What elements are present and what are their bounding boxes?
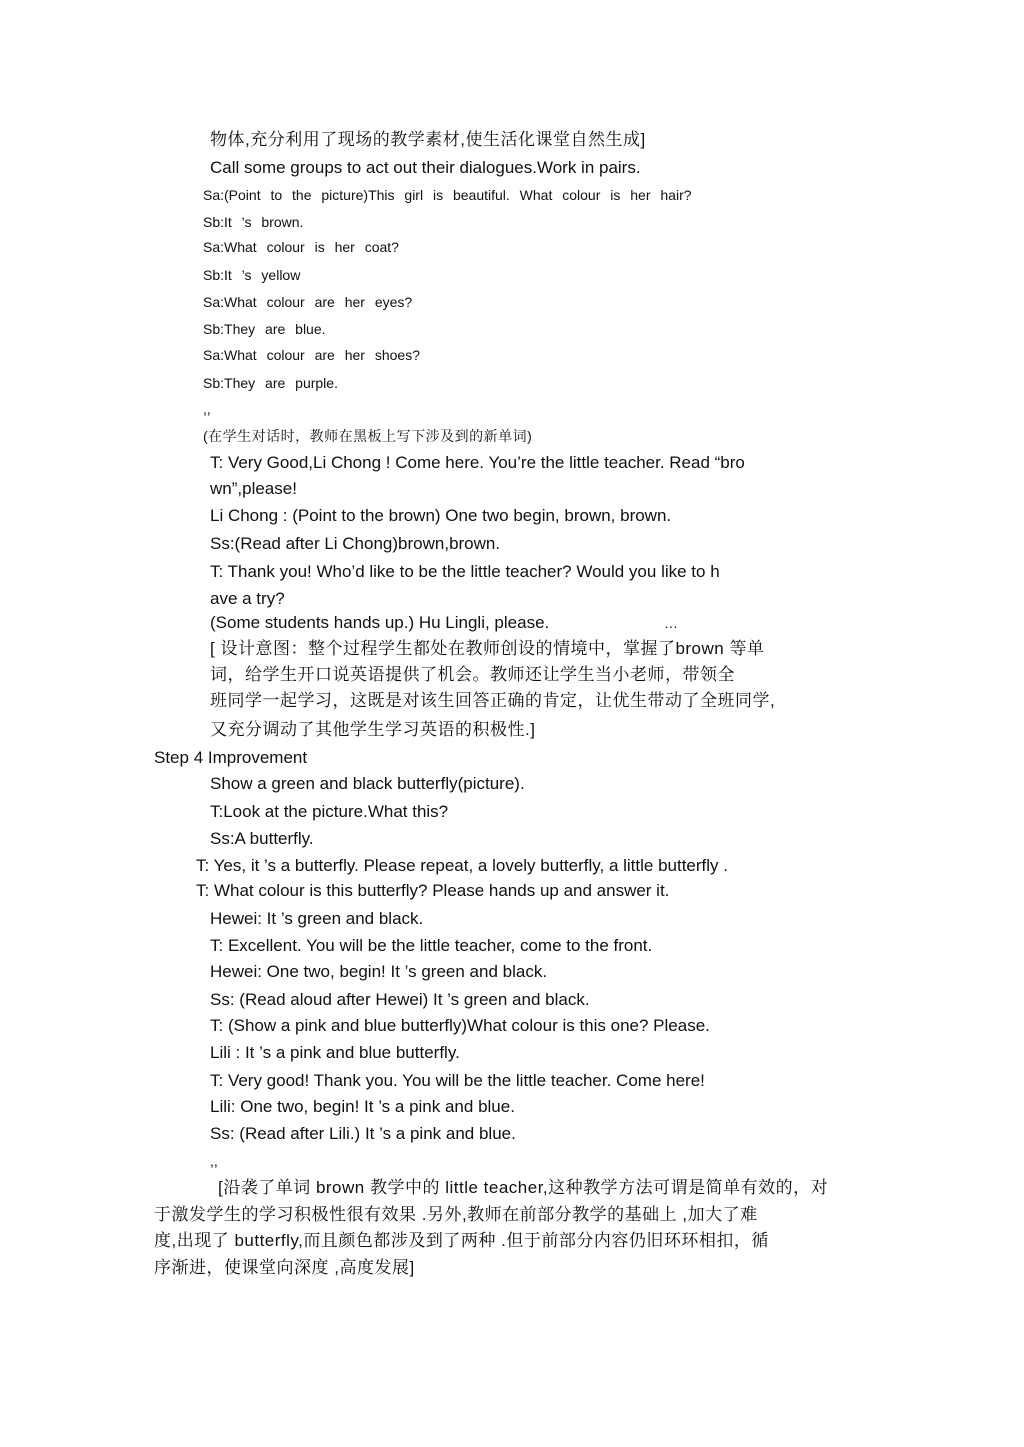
dialogue-line: Sa:What colour are her eyes? bbox=[203, 294, 413, 310]
text-line: T:Look at the picture.What this? bbox=[210, 802, 449, 821]
step-heading: Step 4 Improvement bbox=[154, 748, 308, 767]
note-line: (在学生对话时，教师在黑板上写下涉及到的新单词) bbox=[203, 428, 533, 444]
text-line: T: Very Good,Li Chong ! Come here. You’re the little teacher. Read “bro bbox=[210, 453, 745, 472]
text-line: Hewei: One two, begin! It ’s green and black. bbox=[210, 962, 548, 981]
text-line: Ss:A butterfly. bbox=[210, 829, 314, 848]
text-line: Ss:(Read after Li Chong)brown,brown. bbox=[210, 534, 501, 553]
dialogue-line: Sa:What colour are her shoes? bbox=[203, 347, 420, 363]
text-line: T: Thank you! Who’d like to be the little teacher? Would you like to h bbox=[210, 562, 720, 581]
dialogue-line: Sb:It ’s brown. bbox=[203, 214, 304, 230]
text-line: Ss: (Read aloud after Hewei) It ’s green and black. bbox=[210, 990, 590, 1009]
text-line: wn”,please! bbox=[210, 479, 297, 498]
ellipsis-mark: ,, bbox=[203, 401, 211, 417]
commentary-line: 度,出现了 butterfly,而且颜色都涉及到了两种 .但于前部分内容仍旧环环相扣，循 bbox=[154, 1231, 769, 1250]
dialogue-line: Sa:(Point to the picture)This girl is beautiful. What colour is her hair? bbox=[203, 187, 692, 203]
text-line: Call some groups to act out their dialogues.Work in pairs. bbox=[210, 158, 641, 177]
text-line: Lili : It ’s a pink and blue butterfly. bbox=[210, 1043, 460, 1062]
commentary-line: 序渐进，使课堂向深度 ,高度发展] bbox=[154, 1258, 415, 1277]
ellipsis-mark: … bbox=[664, 615, 678, 631]
text-line: T: Very good! Thank you. You will be the little teacher. Come here! bbox=[210, 1071, 705, 1090]
dialogue-line: Sb:They are purple. bbox=[203, 375, 338, 391]
commentary-line: 于激发学生的学习积极性很有效果 .另外,教师在前部分教学的基础上 ,加大了难 bbox=[154, 1205, 758, 1224]
text-line: T: Excellent. You will be the little teacher, come to the front. bbox=[210, 936, 653, 955]
text-line: ave a try? bbox=[210, 589, 285, 608]
dialogue-line: Sb:It ’s yellow bbox=[203, 267, 301, 283]
dialogue-line: Sb:They are blue. bbox=[203, 321, 326, 337]
design-intent-line: 词，给学生开口说英语提供了机会。教师还让学生当小老师，带领全 bbox=[210, 665, 735, 684]
text-line: Li Chong : (Point to the brown) One two begin, brown, brown. bbox=[210, 506, 672, 525]
text-line: 物体,充分利用了现场的教学素材,使生活化课堂自然生成] bbox=[210, 130, 646, 149]
ellipsis-mark: ,, bbox=[210, 1153, 218, 1169]
text-line: (Some students hands up.) Hu Lingli, please. bbox=[210, 613, 550, 632]
text-line: Show a green and black butterfly(picture). bbox=[210, 774, 525, 793]
text-line: T: (Show a pink and blue butterfly)What colour is this one? Please. bbox=[210, 1016, 710, 1035]
design-intent-line: 又充分调动了其他学生学习英语的积极性.] bbox=[210, 720, 536, 739]
commentary-line: [沿袭了单词 brown 教学中的 little teacher,这种教学方法可谓是简单有效的，对 bbox=[218, 1178, 829, 1197]
design-intent-line: [ 设计意图：整个过程学生都处在教师创设的情境中，掌握了brown 等单 bbox=[210, 639, 765, 658]
text-line: Ss: (Read after Lili.) It ’s a pink and blue. bbox=[210, 1124, 516, 1143]
dialogue-line: Sa:What colour is her coat? bbox=[203, 239, 399, 255]
text-line: T: Yes, it ’s a butterfly. Please repeat, a lovely butterfly, a little butterfly . bbox=[196, 856, 728, 875]
text-line: Lili: One two, begin! It ’s a pink and blue. bbox=[210, 1097, 515, 1116]
text-line: Hewei: It ’s green and black. bbox=[210, 909, 424, 928]
design-intent-line: 班同学一起学习，这既是对该生回答正确的肯定，让优生带动了全班同学, bbox=[210, 691, 776, 710]
text-line: T: What colour is this butterfly? Please hands up and answer it. bbox=[196, 881, 670, 900]
